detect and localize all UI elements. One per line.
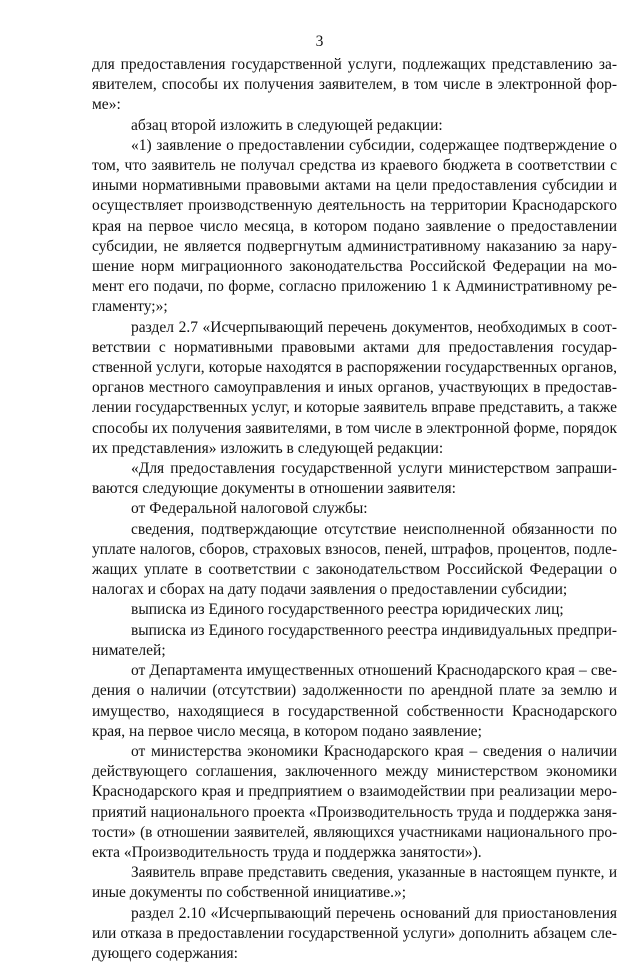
- text-line: приятий национального проекта «Производительность труда и поддержка заня-: [92, 803, 617, 821]
- text-line: налогах и сборах на дату подачи заявления о предоставлении субсидии;: [92, 581, 568, 599]
- text-line: тости» (в отношении заявителей, являющихся участниками национального про-: [92, 823, 617, 841]
- paragraph: [92, 499, 617, 519]
- text-line: Заявитель вправе представить сведения, указанные в настоящем пункте, и: [131, 864, 617, 882]
- text-line: шение норм миграционного законодательства Российской Федерации на мо-: [92, 258, 617, 276]
- text-line: способы их получения заявителями, в том числе в электронной форме, порядок: [92, 419, 617, 437]
- text-line: от Департамента имущественных отношений Краснодарского края – све-: [131, 662, 617, 680]
- text-line: раздел 2.7 «Исчерпывающий перечень документов, необходимых в соот-: [131, 318, 617, 336]
- text-line: от Федеральной налоговой службы:: [131, 500, 368, 518]
- page-number: 3: [315, 33, 324, 50]
- paragraph: [92, 621, 617, 661]
- text-line: действующего соглашения, заключенного между министерством экономики: [92, 763, 617, 781]
- text-line: ственной услуги, которые находятся в распоряжении государственных органов,: [92, 359, 617, 377]
- text-line: ветствии с нормативными правовыми актами для предоставления государ-: [92, 338, 617, 356]
- paragraph: [92, 904, 617, 964]
- paragraph: [92, 136, 617, 318]
- paragraph: [92, 742, 617, 863]
- paragraph: [92, 318, 617, 459]
- text-line: от министерства экономики Краснодарского края – сведения о наличии: [131, 742, 617, 760]
- text-line: лении государственных услуг, и которые заявитель вправе представить, а также: [92, 399, 617, 417]
- text-line: выписка из Единого государственного реестра индивидуальных предпри-: [131, 621, 617, 639]
- text-line: их представления» изложить в следующей редакции:: [92, 439, 444, 457]
- text-line: мент его подачи, по форме, согласно приложению 1 к Административному ре-: [92, 278, 617, 296]
- text-line: Краснодарского края и предприятием о взаимодействии при реализации меро-: [92, 783, 617, 801]
- text-line: выписка из Единого государственного реестра юридических лиц;: [131, 601, 564, 619]
- text-line: сведения, подтверждающие отсутствие неисполненной обязанности по: [131, 520, 617, 538]
- text-line: нимателей;: [92, 641, 166, 659]
- text-line: осуществляет производственную деятельность на территории Краснодарского: [92, 197, 617, 215]
- text-line: том, что заявитель не получал средства из краевого бюджета в соответствии с: [92, 157, 617, 175]
- paragraph: [92, 459, 617, 499]
- paragraph: [92, 863, 617, 903]
- text-line: дения о наличии (отсутствии) задолженности по арендной плате за землю и: [92, 682, 617, 700]
- text-line: или отказа в предоставлении государственной услуги» дополнить абзацем сле-: [92, 924, 617, 942]
- text-line: дующего содержания:: [92, 944, 238, 962]
- text-line: абзац второй изложить в следующей редакции:: [131, 116, 443, 134]
- paragraph: [92, 116, 617, 136]
- text-line: иные документы по собственной инициативе.»;: [92, 884, 407, 902]
- text-line: субсидии, не является подвергнутым административному наказанию за нару-: [92, 237, 617, 255]
- text-line: края на первое число месяца, в котором подано заявление о предоставлении: [92, 217, 617, 235]
- text-line: раздел 2.10 «Исчерпывающий перечень оснований для приостановления: [131, 904, 617, 922]
- text-line: жащих уплате в соответствии с законодательством Российской Федерации о: [92, 561, 617, 579]
- text-line: органов местного самоуправления и иных органов, участвующих в предостав-: [92, 379, 617, 397]
- text-line: екта «Производительность труда и поддержка занятости»).: [92, 843, 482, 861]
- text-line: для предоставления государственной услуги, подлежащих представлению за-: [92, 56, 617, 73]
- text-line: явителем, способы их получения заявителем, в том числе в электронной фор-: [92, 76, 617, 94]
- text-line: «Для предоставления государственной услуги министерством запраши-: [131, 460, 617, 478]
- paragraph: [92, 55, 617, 116]
- text-line: края, на первое число месяца, в котором подано заявление;: [92, 722, 482, 740]
- text-line: гламенту;»;: [92, 298, 168, 316]
- paragraph: [92, 600, 617, 620]
- text-line: уплате налогов, сборов, страховых взносов, пеней, штрафов, процентов, подле-: [92, 540, 617, 558]
- document-body: [92, 55, 617, 964]
- text-line: имущество, находящиеся в государственной собственности Краснодарского: [92, 702, 617, 720]
- paragraph: [92, 520, 617, 601]
- text-line: «1) заявление о предоставлении субсидии, содержащее подтверждение о: [131, 136, 617, 154]
- paragraph: [92, 661, 617, 742]
- text-line: ваются следующие документы в отношении заявителя:: [92, 480, 456, 498]
- text-line: иными нормативными правовыми актами на цели предоставления субсидии и: [92, 177, 617, 195]
- text-line: ме»:: [92, 96, 121, 114]
